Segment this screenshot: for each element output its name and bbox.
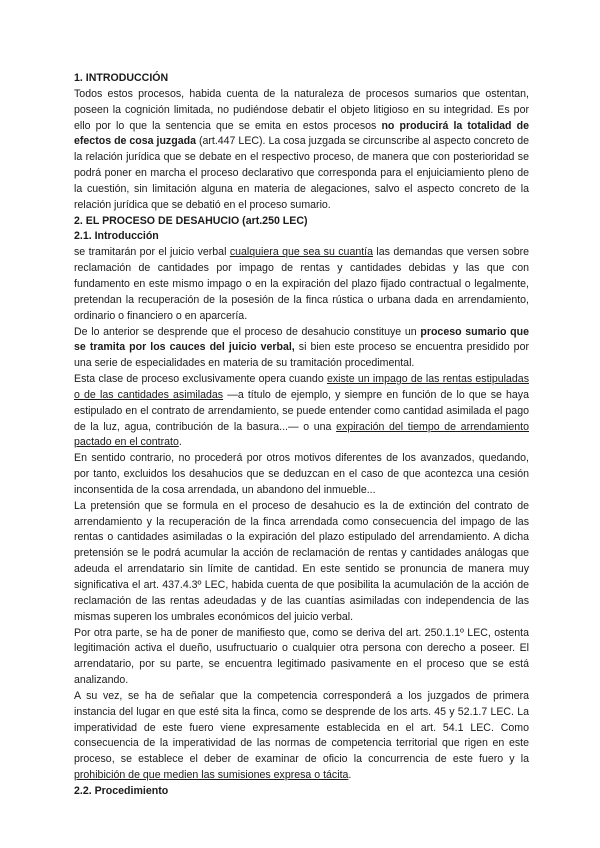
bold-text: proceso sumario que se tramita por los cauces del juicio verbal, — [74, 325, 529, 354]
paragraph-sentido-contrario: En sentido contrario, no procederá por otros motivos diferentes de los avanzados, quedando, por tanto, excluidos los desahucios que se deduzcan en el caso de que acontezca una cesión inconsentida de la cosa arrendada, un abandono del inmueble... — [74, 452, 529, 496]
text-run: —a título de ejemplo, y siempre en función de lo que se haya estipulado en el contrato de arrendamiento, se puede entender como cantidad asimilada el pago de la luz, agua, contribución de la basura...— o una — [74, 388, 529, 433]
paragraph-juicio-verbal — [74, 245, 529, 324]
underlined-text: expiración del tiempo de arrendamiento pactado en el contrato — [74, 420, 529, 449]
text-run: Esta clase de proceso exclusivamente opera cuando — [74, 373, 327, 386]
bold-text: no producirá la totalidad de efectos de cosa juzgada — [74, 119, 529, 148]
text-run: se tramitarán por el juicio verbal — [74, 246, 230, 259]
document-page — [74, 71, 529, 800]
section-2-heading: 2. EL PROCESO DE DESAHUCIO (art.250 LEC) — [74, 214, 308, 227]
underlined-text: existe un impago de las rentas estipuladas o de las cantidades asimiladas — [74, 373, 529, 401]
paragraph-impago — [74, 372, 529, 451]
underlined-text: prohibición de que medien las sumisiones expresa o tácita — [74, 769, 349, 782]
text-run: Todos estos procesos, habida cuenta de la naturaleza de procesos sumarios que ostentan, poseen la cognición limitada, no pudiéndose debatir el objeto litigioso en su integridad. Es por ello por lo que la sentencia que se emita en estos procesos — [74, 87, 529, 132]
subsection-2-1-heading: 2.1. Introducción — [74, 230, 159, 243]
paragraph-legitimacion: Por otra parte, se ha de poner de manifiesto que, como se deriva del art. 250.1.1º LEC, ostenta legitimación activa el dueño, usufructuario o cualquier otra persona con derecho a poseer. El arrendatario, por su parte, se encuentra legitimado pasivamente en el proceso que se está analizando. — [74, 626, 529, 687]
underlined-text: cualquiera que sea su cuantía — [229, 246, 374, 259]
text-run: (art.447 LEC). La cosa juzgada se circunscribe al aspecto concreto de la relación jurídica que se debate en el respectivo proceso, de manera que con posterioridad se podrá poner en marcha el proceso declarativo que corresponda para el enjuiciamiento pleno de la cuestión, sin limitación alguna en materia de alegaciones, salvo el aspecto concreto de la relación jurídica que se debatió en el proceso sumario. — [74, 135, 529, 211]
text-run: A su vez, se ha de señalar que la competencia corresponderá a los juzgados de primera instancia del lugar en que esté sita la finca, como se desprende de los arts. 45 y 52.1.7 LEC. La imperatividad de este fuero viene expresamente establecida en el art. 54.1 LEC. Como consecuencia de la imperatividad de las normas de competencia territorial que rigen en este proceso, se establece el deber de examinar de oficio la concurrencia de este fuero y la — [74, 689, 529, 766]
subsection-2-2-heading: 2.2. Procedimiento — [74, 784, 169, 797]
paragraph-proceso-sumario — [74, 325, 529, 373]
text-run: De lo anterior se desprende que el proceso de desahucio constituye un — [74, 325, 421, 338]
text-run: . — [348, 769, 352, 782]
section-1-heading: 1. INTRODUCCIÓN — [74, 72, 169, 84]
paragraph-competencia — [74, 689, 529, 784]
text-run: si bien este proceso se encuentra presidido por una serie de especialidades en materia de su tramitación procedimental. — [74, 341, 529, 370]
text-run: las demandas que versen sobre reclamación de cantidades por impago de rentas y cantidades debidas y las que con fundamento en este mismo impago o en la expiración del plazo fijado contractual o legalmente, pretendan la recuperación de la posesión de la finca rústica o urbana dada en arrendamiento, ordinario o financiero o en aparcería. — [74, 246, 529, 322]
section-1-paragraph — [74, 87, 529, 214]
paragraph-pretension: La pretensión que se formula en el proceso de desahucio es la de extinción del contrato de arrendamiento y la recuperación de la finca arrendada como consecuencia del impago de las rentas o cantidades asimiladas o la expiración del plazo estipulado del arrendamiento. A dicha pretensión se le podrá acumular la acción de reclamación de rentas y cantidades análogas que adeuda el arrendatario sin límite de cantidad. En este sentido se pronuncia de manera muy significativa el art. 437.4.3º LEC, habida cuenta de que posibilita la acumulación de la acción de reclamación de las rentas adeudadas y de las cuantías asimiladas con independencia de las mismas superen los umbrales económicos del juicio verbal. — [74, 499, 529, 623]
text-run: . — [178, 436, 182, 449]
